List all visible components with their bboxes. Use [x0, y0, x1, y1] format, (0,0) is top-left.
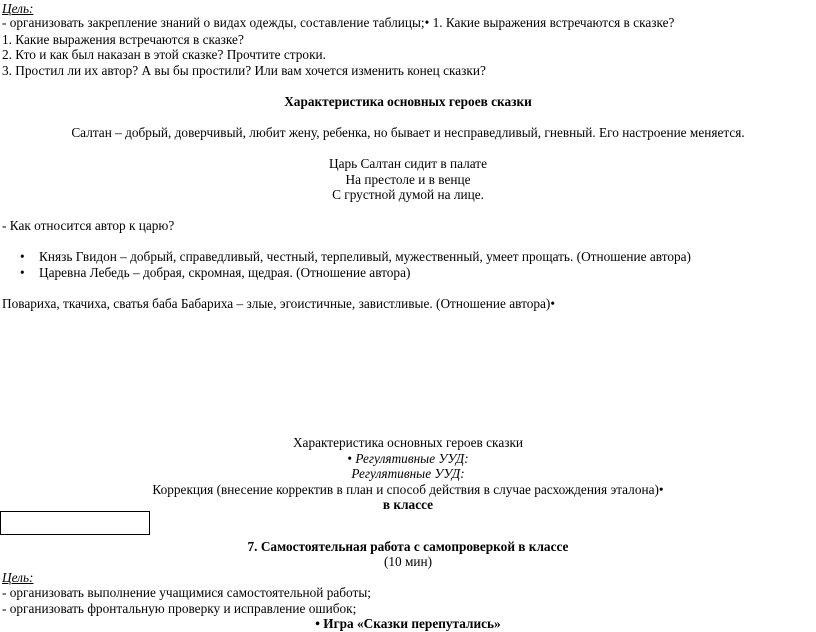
lower-section-title: Характеристика основных героев сказки [292, 435, 524, 450]
poem-line-2: На престоле и в венце [345, 172, 471, 187]
goal-text: - организовать закрепление знаний о видах одежды, составление таблицы; [2, 15, 425, 30]
bullet-icon: • [550, 296, 555, 311]
goal2-line-1: - организовать выполнение учащимися самостоятельной работы; [2, 585, 371, 600]
list-item-text: Царевна Лебедь – добрая, скромная, щедрая. (Отношение автора) [39, 265, 411, 280]
uud-label-2: Регулятивные УУД: [351, 466, 465, 481]
goal-question-1: 1. Какие выражения встречаются в сказке? [432, 15, 675, 30]
game-title: Игра «Сказки перепутались» [323, 616, 501, 631]
bullet-icon: • [658, 482, 664, 497]
question-3: 3. Простил ли их автор? А вы бы простили? Или вам хочется изменить конец сказки? [2, 63, 486, 78]
question-2: 2. Кто и как был наказан в этой сказке? Прочтите строки. [2, 47, 326, 62]
question-1: 1. Какие выражения встречаются в сказке? [2, 32, 244, 47]
game-title-line [0, 615, 816, 632]
list-item [20, 264, 410, 281]
duration-label: (10 мин) [383, 554, 433, 569]
poem-line-1: Царь Салтан сидит в палате [328, 156, 488, 171]
bullet-icon: • [315, 616, 320, 631]
uud-label-1: Регулятивные УУД: [355, 451, 469, 466]
villains-line [2, 295, 555, 312]
goal-label: Цель: [2, 1, 34, 16]
goal-line [2, 14, 674, 31]
bullet-icon: • [424, 15, 430, 30]
list-item [20, 248, 691, 265]
author-question: - Как относится автор к царю? [2, 218, 175, 233]
section-7-title: 7. Самостоятельная работа с самопроверкой в классе [247, 539, 569, 554]
section-title: Характеристика основных героев сказки [284, 94, 532, 109]
goal2-line-2: - организовать фронтальную проверку и исправление ошибок; [2, 601, 357, 616]
villains-text: Повариха, ткачиха, сватья баба Бабариха – злые, эгоистичные, завистливые. (Отношение автора) [2, 296, 551, 311]
goal2-label: Цель: [2, 570, 34, 585]
empty-box [0, 511, 150, 535]
bullet-icon: • [347, 451, 352, 466]
poem-line-3: С грустной думой на лице. [332, 187, 484, 202]
in-class-label: в классе [382, 497, 434, 512]
bullet-icon: • [20, 249, 25, 264]
saltan-description: Салтан – добрый, доверчивый, любит жену, ребенка, но бывает и несправедливый, гневный. Его настроение меняется. [71, 125, 745, 140]
bullet-icon: • [20, 265, 25, 280]
list-item-text: Князь Гвидон – добрый, справедливый, честный, терпеливый, мужественный, умеет прощать. (Отношение автора) [39, 249, 691, 264]
correction-text: Коррекция (внесение корректив в план и способ действия в случае расхождения эталона) [152, 482, 659, 497]
